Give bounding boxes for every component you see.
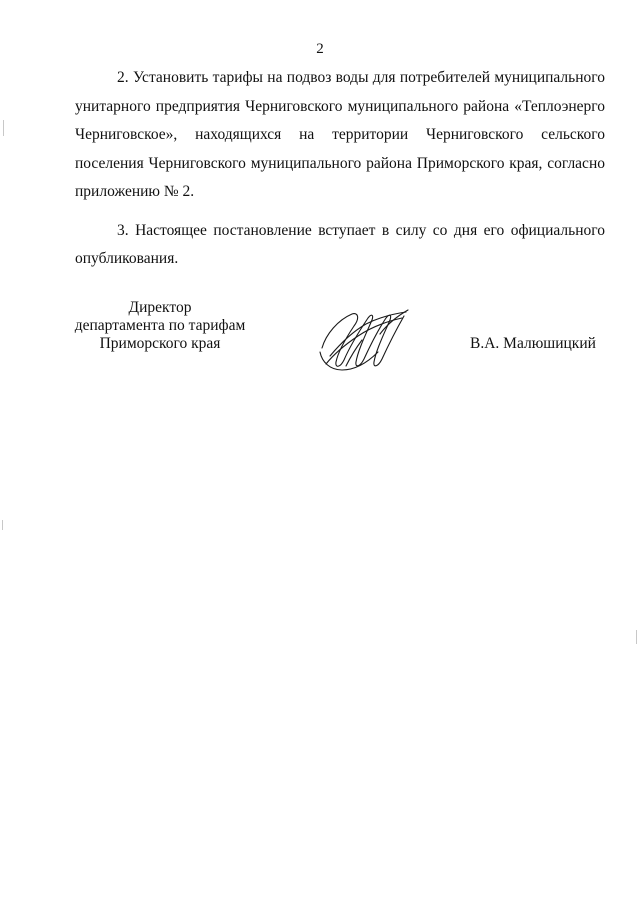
scan-edge-mark — [636, 630, 637, 644]
signer-name: В.А. Малюшицкий — [470, 335, 596, 352]
signatory-title-line: Директор — [128, 299, 192, 316]
scan-edge-mark — [3, 120, 4, 136]
handwritten-signature-icon — [316, 304, 412, 374]
paragraph-2: 2. Установить тарифы на подвоз воды для потребителей муниципального унитарного предприятия Черниговского муниципального района «Теплоэнерго Черниговское», находящихся на территории Черниговского сельского поселения Черниговского муниципального района Приморского края, согласно приложению № 2. — [75, 69, 605, 200]
paragraph-3: 3. Настоящее постановление вступает в силу со дня его официального опубликования. — [75, 221, 605, 267]
page-number: 2 — [316, 41, 324, 57]
scan-edge-mark — [2, 520, 3, 530]
signatory-title-line: департамента по тарифам — [74, 317, 246, 334]
signatory-title — [60, 299, 260, 353]
signatory-title-line: Приморского края — [99, 335, 221, 352]
document-body — [75, 64, 605, 274]
